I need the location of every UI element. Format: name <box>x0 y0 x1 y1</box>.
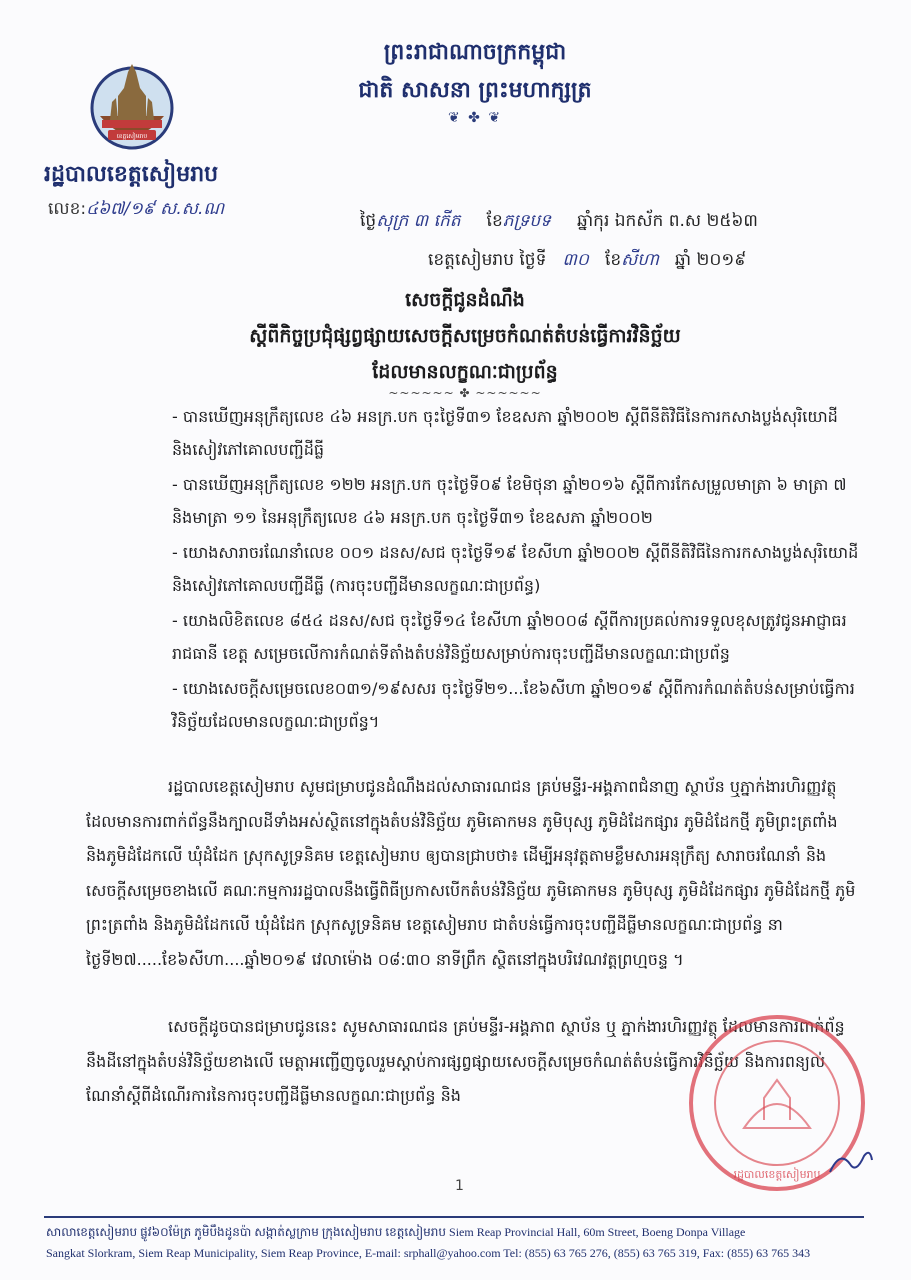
title-line1: សេចក្តីជូនដំណឹង <box>405 289 525 311</box>
footer-line1: សាលាខេត្តសៀមរាប ផ្លូវ៦០ម៉ែត្រ ភូមិបឹងដូនប៉ា សង្កាត់ស្លក្រាម ក្រុងសៀមរាប ខេត្តសៀមរាប Siem Reap Provincial Hall, 60m Street, Boeng Donpa Village <box>46 1225 746 1239</box>
logo-caption: ខេត្តសៀមរាប <box>116 133 148 140</box>
kingdom-motto-line1: ព្រះរាជាណាចក្រកម្ពុជា <box>383 40 567 65</box>
reference-item: - យោងសេចក្តីសម្រេចលេខ០៣១/១៩សសរ ចុះថ្ងៃទី២១...ខែ៦សីហា ឆ្នាំ២០១៩ ស្តីពីការកំណត់តំបន់សម្រាប់ធ្វើការវិនិច្ឆ័យដែលមានលក្ខណៈជាប្រព័ន្ធ។ <box>172 679 855 731</box>
footer-line2: Sangkat Slorkram, Siem Reap Municipality, Siem Reap Province, E-mail: srphall@yahoo.com Tel: (855) 63 765 276, (855) 63 765 319, Fax: (855) 63 765 343 <box>46 1246 811 1260</box>
reference-item: - យោងលិខិតលេខ ៨៥៤ ដនស/សជ ចុះថ្ងៃទី១៤ ខែសីហា ឆ្នាំ២០០៨ ស្តីពីការប្រគល់ការទទួលខុសត្រូវជូនអាជ្ញាធររាជធានី ខេត្ត សម្រេចលើការកំណត់ទីតាំងតំបន់វិនិច្ឆ័យសម្រាប់ការចុះបញ្ជីដីមានលក្ខណៈជាប្រព័ន្ធ <box>172 611 847 663</box>
ref-handwritten: ៤៦៧/១៩ ស.ស.ណ <box>86 199 225 219</box>
ref-prefix: លេខ: <box>48 199 87 219</box>
footer-divider <box>44 1216 864 1218</box>
reference-item: - យោងសារាចរណែនាំលេខ ០០១ ដនស/សជ ចុះថ្ងៃទី១៩ ខែសីហា ឆ្នាំ២០០២ ស្តីពីនីតិវិធីនៃការកសាងប្លង់សុរិយោដី និងសៀវភៅគោលបញ្ជីដីធ្លី (ការចុះបញ្ជីដីមានលក្ខណៈជាប្រព័ន្ធ) <box>172 543 859 595</box>
reference-item: - បានឃើញអនុក្រឹត្យលេខ ៤៦ អនក្រ.បក ចុះថ្ងៃទី៣១ ខែឧសភា ឆ្នាំ២០០២ ស្តីពីនីតិវិធីនៃការកសាងប្លង់សុរិយោដី និងសៀវភៅគោលបញ្ជីដីធ្លី <box>172 407 838 459</box>
month-date: ខែសីហា <box>604 250 659 270</box>
reference-item: - បានឃើញអនុក្រឹត្យលេខ ១២២ អនក្រ.បក ចុះថ្ងៃទី០៩ ខែមិថុនា ឆ្នាំ២០១៦ ស្តីពីការកែសម្រួលមាត្រា ៦ មាត្រា ៧ និងមាត្រា ១១ នៃអនុក្រឹត្យលេខ ៤៦ អនក្រ.បក ចុះថ្ងៃទី៣១ ខែឧសភា ឆ្នាំ២០០២ <box>172 475 847 527</box>
kingdom-motto-line2: ជាតិ សាសនា ព្រះមហាក្សត្រ <box>358 78 592 103</box>
province-emblem-logo <box>84 58 180 158</box>
legal-references-list <box>172 400 862 740</box>
title-divider: ~~~~~~ ✤ ~~~~~~ <box>388 386 542 400</box>
footer-contact <box>46 1222 866 1264</box>
signature-mark <box>826 1142 876 1182</box>
page-number: 1 <box>455 1178 464 1194</box>
day-handwritten: ៣០ <box>562 250 589 270</box>
year-date: ឆ្នាំ ២០១៩ <box>674 250 747 270</box>
ornament-flourish: ❦ ✤ ❦ <box>447 110 503 126</box>
kingdom-header <box>330 38 620 126</box>
reference-number <box>48 198 224 223</box>
date-block <box>360 210 860 274</box>
seal-text: រដ្ឋបាលខេត្តសៀមរាប <box>733 1168 821 1181</box>
lunar-year: ឆ្នាំកុរ ឯកស័ក ព.ស ២៥៦៣ <box>576 211 758 231</box>
lunar-month: ខែភទ្របទ <box>486 211 551 231</box>
body-paragraph-1: រដ្ឋបាលខេត្តសៀមរាប សូមជម្រាបជូនដំណឹងដល់សាធារណជន គ្រប់មន្ទីរ-អង្គភាពជំនាញ ស្ថាប័ន ឬភ្នាក់ងារហិរញ្ញវត្ថុ ដែលមានការពាក់ព័ន្ធនឹងក្បាលដីទាំងអស់ស្ថិតនៅក្នុងតំបន់វិនិច្ឆ័យ ភូមិគោកមន ភូមិបុស្ស ភូមិដំដែកផ្សារ ភូមិដំដែកថ្មី ភូមិព្រះត្រពាំង និងភូមិដំដែកលើ ឃុំដំដែក ស្រុកសូទ្រនិគម ខេត្តសៀមរាប ឲ្យបានជ្រាបថា៖ ដើម្បីអនុវត្តតាមខ្លឹមសារអនុក្រឹត្យ សារាចរណែនាំ និងសេចក្តីសម្រេចខាងលើ គណៈកម្មការរដ្ឋបាលនឹងធ្វើពិធីប្រកាសបើកតំបន់វិនិច្ឆ័យ ភូមិគោកមន ភូមិបុស្ស ភូមិដំដែកផ្សារ ភូមិដំដែកថ្មី ភូមិព្រះត្រពាំង និងភូមិដំដែកលើ ឃុំដំដែក ស្រុកសូទ្រនិគម ខេត្តសៀមរាប ជាតំបន់ធ្វើការចុះបញ្ជីដីធ្លីមានលក្ខណៈជាប្រព័ន្ធ នាថ្ងៃទី២៧.....ខែ៦សីហា....ឆ្នាំ២០១៩ វេលាម៉ោង ០៨:៣០ នាទីព្រឹក ស្ថិតនៅក្នុងបរិវេណវត្តព្រហ្មចន្ទ ។ <box>86 777 856 969</box>
issuing-authority: រដ្ឋបាលខេត្តសៀមរាប <box>44 162 219 187</box>
title-line2: ស្តីពីកិច្ចប្រជុំផ្សព្វផ្សាយសេចក្តីសម្រេចកំណត់តំបន់ធ្វើការវិនិច្ឆ័យ <box>249 325 681 347</box>
title-line3: ដែលមានលក្ខណៈជាប្រព័ន្ធ <box>372 361 558 383</box>
lunar-day: ថ្ងៃសុក្រ ៣ កើត <box>360 211 461 231</box>
document-title <box>80 288 850 400</box>
place-date-prefix: ខេត្តសៀមរាប ថ្ងៃទី <box>428 250 547 270</box>
body-paragraph-2: សេចក្តីដូចបានជម្រាបជូននេះ សូមសាធារណជន គ្រប់មន្ទីរ-អង្គភាព ស្ថាប័ន ឬ ភ្នាក់ងារហិរញ្ញវត្ថុ ដែលមានការពាក់ព័ន្ធនឹងដីនៅក្នុងតំបន់វិនិច្ឆ័យខាងលើ មេត្តាអញ្ជើញចូលរួមស្តាប់ការផ្សព្វផ្សាយសេចក្តីសម្រេចកំណត់តំបន់ធ្វើការវិនិច្ឆ័យ និងការពន្យល់ណែនាំស្តីពីដំណើរការនៃការចុះបញ្ជីដីធ្លីមានលក្ខណៈជាប្រព័ន្ធ និង <box>86 1017 845 1105</box>
